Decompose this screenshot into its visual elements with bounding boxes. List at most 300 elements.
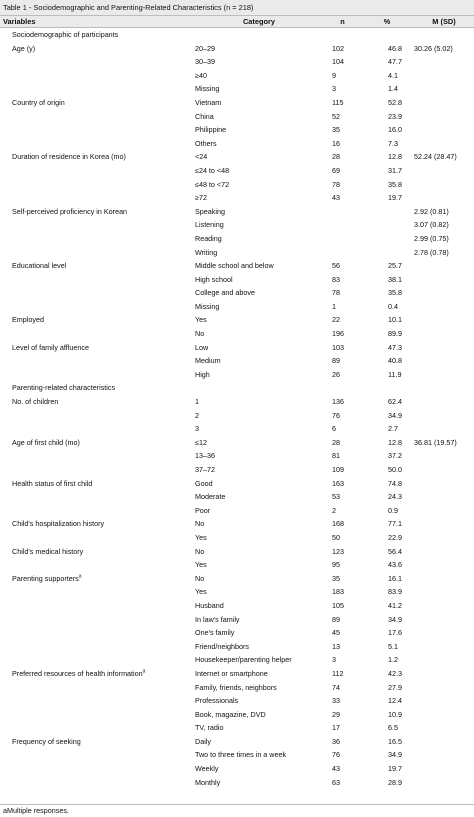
n-cell-text: 2 — [332, 505, 336, 515]
percent-cell — [360, 558, 414, 572]
percent-cell-text: 42.3 — [388, 668, 402, 678]
percent-cell — [360, 409, 414, 423]
percent-cell — [360, 395, 414, 409]
variable-cell — [0, 232, 193, 246]
category-cell-text: Family, friends, neighbors — [195, 682, 277, 692]
n-cell-text: 6 — [332, 424, 336, 434]
table-row — [0, 545, 474, 559]
n-cell-text: 69 — [332, 165, 340, 175]
n-cell — [325, 273, 360, 287]
n-cell-text: 26 — [332, 369, 340, 379]
n-cell-text: 1 — [332, 301, 336, 311]
category-cell — [193, 164, 325, 178]
variable-cell — [0, 721, 193, 735]
n-cell-text: 36 — [332, 736, 340, 746]
percent-cell — [360, 300, 414, 314]
percent-cell-text: 34.9 — [388, 614, 402, 624]
percent-cell — [360, 82, 414, 96]
n-cell-text: 112 — [332, 668, 344, 678]
percent-cell — [360, 313, 414, 327]
n-cell-text: 22 — [332, 315, 340, 325]
mean-sd-cell-text: 36.81 (19.57) — [414, 437, 457, 447]
category-cell — [193, 776, 325, 790]
n-cell — [325, 463, 360, 477]
percent-cell-text: 10.1 — [388, 315, 402, 325]
mean-sd-cell — [414, 42, 474, 56]
percent-cell — [360, 531, 414, 545]
variable-cell-text: Duration of residence in Korea (mo) — [12, 152, 126, 162]
n-cell-text: 63 — [332, 777, 340, 787]
percent-cell — [360, 490, 414, 504]
n-cell — [325, 286, 360, 300]
n-cell — [325, 653, 360, 667]
table-row — [0, 531, 474, 545]
table-row — [0, 463, 474, 477]
percent-cell — [360, 748, 414, 762]
percent-cell — [360, 653, 414, 667]
table-row — [0, 191, 474, 205]
percent-cell — [360, 436, 414, 450]
category-cell — [193, 259, 325, 273]
table-row — [0, 313, 474, 327]
n-cell — [325, 42, 360, 56]
n-cell-text: 115 — [332, 97, 344, 107]
percent-cell-text: 2.7 — [388, 424, 398, 434]
table-row — [0, 721, 474, 735]
table-row — [0, 354, 474, 368]
table-row — [0, 409, 474, 423]
mean-sd-cell — [414, 599, 474, 613]
variable-cell-text: Frequency of seeking — [12, 736, 81, 746]
category-cell-text: No — [195, 573, 205, 583]
category-cell — [193, 653, 325, 667]
variable-cell — [0, 354, 193, 368]
table-row — [0, 273, 474, 287]
variable-cell — [0, 368, 193, 382]
category-cell-text: One's family — [195, 628, 235, 638]
category-cell-text: Friend/neighbors — [195, 641, 249, 651]
category-cell-text: Yes — [195, 532, 207, 542]
category-cell — [193, 232, 325, 246]
n-cell — [325, 735, 360, 749]
n-cell — [325, 599, 360, 613]
percent-cell — [360, 572, 414, 586]
percent-cell — [360, 164, 414, 178]
table-row — [0, 477, 474, 491]
n-cell-text: 3 — [332, 655, 336, 665]
table-row — [0, 341, 474, 355]
percent-cell — [360, 96, 414, 110]
section-heading: Sociodemographic of participants — [0, 28, 474, 42]
mean-sd-cell-text: 30.26 (5.02) — [414, 43, 453, 53]
n-cell-text: 35 — [332, 125, 340, 135]
header-mean-sd: M (SD) — [414, 16, 474, 28]
variable-cell-text: Country of origin — [12, 97, 65, 107]
percent-cell — [360, 545, 414, 559]
category-cell-text: China — [195, 111, 214, 121]
percent-cell — [360, 368, 414, 382]
percent-cell-text: 1.4 — [388, 84, 398, 94]
n-cell — [325, 96, 360, 110]
percent-cell-text: 34.9 — [388, 750, 402, 760]
n-cell-text: 168 — [332, 519, 344, 529]
category-cell-text: High school — [195, 274, 233, 284]
mean-sd-cell — [414, 300, 474, 314]
table-row — [0, 259, 474, 273]
n-cell — [325, 191, 360, 205]
variable-cell — [0, 708, 193, 722]
mean-sd-cell — [414, 531, 474, 545]
variable-cell — [0, 205, 193, 219]
variable-cell-text: Age of first child (mo) — [12, 437, 80, 447]
n-cell-text: 103 — [332, 342, 344, 352]
category-cell-text: Reading — [195, 233, 222, 243]
header-row — [0, 16, 474, 28]
mean-sd-cell — [414, 246, 474, 260]
category-cell — [193, 82, 325, 96]
variable-cell — [0, 96, 193, 110]
percent-cell — [360, 626, 414, 640]
n-cell-text: 52 — [332, 111, 340, 121]
percent-cell — [360, 721, 414, 735]
n-cell — [325, 300, 360, 314]
n-cell-text: 78 — [332, 179, 340, 189]
category-cell — [193, 191, 325, 205]
table-row — [0, 762, 474, 776]
mean-sd-cell — [414, 313, 474, 327]
variable-cell — [0, 572, 193, 586]
mean-sd-cell — [414, 164, 474, 178]
n-cell-text: 136 — [332, 397, 344, 407]
category-cell-text: Listening — [195, 220, 224, 230]
n-cell — [325, 422, 360, 436]
n-cell — [325, 572, 360, 586]
category-cell — [193, 354, 325, 368]
percent-cell-text: 47.3 — [388, 342, 402, 352]
n-cell-text: 50 — [332, 532, 340, 542]
percent-cell — [360, 504, 414, 518]
n-cell-text: 74 — [332, 682, 340, 692]
n-cell-text: 16 — [332, 138, 340, 148]
percent-cell-text: 12.4 — [388, 696, 402, 706]
category-cell — [193, 490, 325, 504]
percent-cell — [360, 354, 414, 368]
n-cell-text: 163 — [332, 478, 344, 488]
category-cell — [193, 531, 325, 545]
category-cell — [193, 273, 325, 287]
table-row — [0, 218, 474, 232]
variable-cell — [0, 42, 193, 56]
percent-cell-text: 62.4 — [388, 397, 402, 407]
category-cell-text: College and above — [195, 288, 255, 298]
category-cell — [193, 762, 325, 776]
category-cell — [193, 368, 325, 382]
mean-sd-cell — [414, 613, 474, 627]
percent-cell-text: 27.9 — [388, 682, 402, 692]
mean-sd-cell — [414, 490, 474, 504]
n-cell — [325, 708, 360, 722]
n-cell — [325, 232, 360, 246]
variable-cell — [0, 667, 193, 681]
percent-cell — [360, 191, 414, 205]
category-cell — [193, 55, 325, 69]
category-cell — [193, 42, 325, 56]
percent-cell — [360, 599, 414, 613]
mean-sd-cell — [414, 762, 474, 776]
variable-cell — [0, 178, 193, 192]
percent-cell-text: 43.6 — [388, 560, 402, 570]
n-cell — [325, 150, 360, 164]
category-cell-text: Medium — [195, 356, 221, 366]
percent-cell-text: 1.2 — [388, 655, 398, 665]
variable-cell-text: Child's hospitalization history — [12, 519, 105, 529]
percent-cell — [360, 205, 414, 219]
percent-cell — [360, 42, 414, 56]
category-cell — [193, 395, 325, 409]
table-row — [0, 653, 474, 667]
category-cell — [193, 286, 325, 300]
table-row — [0, 150, 474, 164]
variable-cell-text: Educational level — [12, 261, 67, 271]
n-cell — [325, 178, 360, 192]
n-cell-text: 196 — [332, 329, 344, 339]
table-row — [0, 164, 474, 178]
n-cell — [325, 218, 360, 232]
variable-cell — [0, 300, 193, 314]
table-row — [0, 613, 474, 627]
mean-sd-cell — [414, 721, 474, 735]
n-cell-text: 89 — [332, 356, 340, 366]
category-cell — [193, 205, 325, 219]
variable-cell-text: Child's medical history — [12, 546, 84, 556]
category-cell-text: Book, magazine, DVD — [195, 709, 266, 719]
table-header — [0, 16, 474, 28]
mean-sd-cell — [414, 273, 474, 287]
percent-cell — [360, 762, 414, 776]
category-cell — [193, 735, 325, 749]
category-cell-text: Low — [195, 342, 209, 352]
category-cell — [193, 96, 325, 110]
percent-cell — [360, 694, 414, 708]
n-cell — [325, 585, 360, 599]
variable-cell — [0, 585, 193, 599]
variable-cell-text: Health status of first child — [12, 478, 93, 488]
characteristics-table — [0, 16, 474, 789]
category-cell-text: Moderate — [195, 492, 226, 502]
percent-cell-text: 6.5 — [388, 723, 398, 733]
n-cell-text: 3 — [332, 84, 336, 94]
mean-sd-cell — [414, 191, 474, 205]
footnote-marker: a — [78, 573, 82, 580]
variable-cell — [0, 477, 193, 491]
mean-sd-cell — [414, 708, 474, 722]
mean-sd-cell-text: 52.24 (28.47) — [414, 152, 457, 162]
percent-cell — [360, 667, 414, 681]
n-cell — [325, 123, 360, 137]
category-cell — [193, 640, 325, 654]
variable-cell — [0, 531, 193, 545]
header-variables: Variables — [0, 16, 193, 28]
percent-cell-text: 19.7 — [388, 193, 402, 203]
variable-cell — [0, 422, 193, 436]
category-cell-text: ≤12 — [195, 437, 207, 447]
n-cell-text: 9 — [332, 70, 336, 80]
mean-sd-cell — [414, 504, 474, 518]
category-cell — [193, 218, 325, 232]
percent-cell-text: 10.9 — [388, 709, 402, 719]
n-cell-text: 35 — [332, 573, 340, 583]
n-cell-text: 33 — [332, 696, 340, 706]
mean-sd-cell — [414, 178, 474, 192]
n-cell-text: 28 — [332, 152, 340, 162]
category-cell-text: Yes — [195, 587, 207, 597]
percent-cell — [360, 735, 414, 749]
table-row — [0, 599, 474, 613]
n-cell — [325, 721, 360, 735]
category-cell-text: Missing — [195, 301, 220, 311]
percent-cell-text: 83.9 — [388, 587, 402, 597]
category-cell-text: 37–72 — [195, 465, 215, 474]
table-row — [0, 436, 474, 450]
n-cell-text: 78 — [332, 288, 340, 298]
percent-cell-text: 4.1 — [388, 70, 398, 80]
variable-cell — [0, 748, 193, 762]
header-n: n — [325, 16, 360, 28]
category-cell — [193, 599, 325, 613]
variable-cell — [0, 463, 193, 477]
percent-cell — [360, 218, 414, 232]
category-cell — [193, 463, 325, 477]
header-category: Category — [193, 16, 325, 28]
mean-sd-cell-text: 2.92 (0.81) — [414, 206, 449, 216]
table-row — [0, 137, 474, 151]
n-cell-text: 45 — [332, 628, 340, 638]
category-cell — [193, 436, 325, 450]
category-cell — [193, 69, 325, 83]
category-cell — [193, 626, 325, 640]
variable-cell — [0, 150, 193, 164]
table-row — [0, 708, 474, 722]
category-cell-text: 3 — [195, 424, 199, 434]
percent-cell-text: 12.8 — [388, 152, 402, 162]
category-cell — [193, 123, 325, 137]
table-container — [0, 16, 474, 804]
table-row — [0, 667, 474, 681]
mean-sd-cell-text: 3.07 (0.82) — [414, 220, 449, 230]
n-cell — [325, 545, 360, 559]
variable-cell — [0, 327, 193, 341]
variable-cell — [0, 504, 193, 518]
variable-cell — [0, 449, 193, 463]
mean-sd-cell-text: 2.78 (0.78) — [414, 247, 449, 257]
percent-cell-text: 0.9 — [388, 505, 398, 515]
percent-cell-text: 35.8 — [388, 288, 402, 298]
n-cell — [325, 449, 360, 463]
category-cell-text: 20–29 — [195, 43, 215, 53]
mean-sd-cell — [414, 232, 474, 246]
variable-cell — [0, 82, 193, 96]
variable-cell — [0, 436, 193, 450]
table-row — [0, 300, 474, 314]
percent-cell-text: 89.9 — [388, 329, 402, 339]
n-cell-text: 105 — [332, 600, 344, 610]
category-cell-text: Daily — [195, 736, 211, 746]
category-cell-text: Vietnam — [195, 97, 222, 107]
category-cell — [193, 545, 325, 559]
category-cell-text: Husband — [195, 600, 224, 610]
table-row — [0, 178, 474, 192]
mean-sd-cell — [414, 69, 474, 83]
n-cell — [325, 246, 360, 260]
n-cell — [325, 69, 360, 83]
mean-sd-cell — [414, 640, 474, 654]
mean-sd-cell — [414, 449, 474, 463]
percent-cell-text: 23.9 — [388, 111, 402, 121]
mean-sd-cell — [414, 748, 474, 762]
category-cell-text: ≥72 — [195, 193, 207, 203]
mean-sd-cell — [414, 110, 474, 124]
percent-cell-text: 37.2 — [388, 451, 402, 461]
n-cell-text: 53 — [332, 492, 340, 502]
section-row — [0, 381, 474, 395]
n-cell-text: 43 — [332, 764, 340, 774]
table-row — [0, 123, 474, 137]
variable-cell — [0, 137, 193, 151]
n-cell — [325, 640, 360, 654]
percent-cell — [360, 681, 414, 695]
percent-cell-text: 7.3 — [388, 138, 398, 148]
n-cell — [325, 205, 360, 219]
category-cell — [193, 110, 325, 124]
variable-cell — [0, 626, 193, 640]
category-cell-text: 1 — [195, 397, 199, 407]
mean-sd-cell — [414, 681, 474, 695]
percent-cell-text: 17.6 — [388, 628, 402, 638]
n-cell — [325, 517, 360, 531]
variable-cell — [0, 395, 193, 409]
variable-cell — [0, 409, 193, 423]
percent-cell-text: 24.3 — [388, 492, 402, 502]
mean-sd-cell — [414, 477, 474, 491]
variable-cell-text: Level of family affluence — [12, 342, 89, 352]
percent-cell — [360, 259, 414, 273]
percent-cell — [360, 246, 414, 260]
percent-cell — [360, 69, 414, 83]
category-cell — [193, 517, 325, 531]
category-cell-text: Internet or smartphone — [195, 668, 268, 678]
percent-cell-text: 19.7 — [388, 764, 402, 774]
variable-cell — [0, 69, 193, 83]
category-cell-text: ≤24 to <48 — [195, 165, 230, 175]
percent-cell — [360, 137, 414, 151]
percent-cell-text: 0.4 — [388, 301, 398, 311]
n-cell — [325, 477, 360, 491]
table-row — [0, 449, 474, 463]
n-cell — [325, 667, 360, 681]
n-cell — [325, 613, 360, 627]
n-cell — [325, 531, 360, 545]
mean-sd-cell — [414, 409, 474, 423]
percent-cell-text: 35.8 — [388, 179, 402, 189]
category-cell — [193, 681, 325, 695]
variable-cell — [0, 599, 193, 613]
variable-cell-text: No. of children — [12, 397, 59, 407]
table-row — [0, 735, 474, 749]
percent-cell — [360, 449, 414, 463]
mean-sd-cell — [414, 259, 474, 273]
variable-cell — [0, 164, 193, 178]
percent-cell — [360, 585, 414, 599]
